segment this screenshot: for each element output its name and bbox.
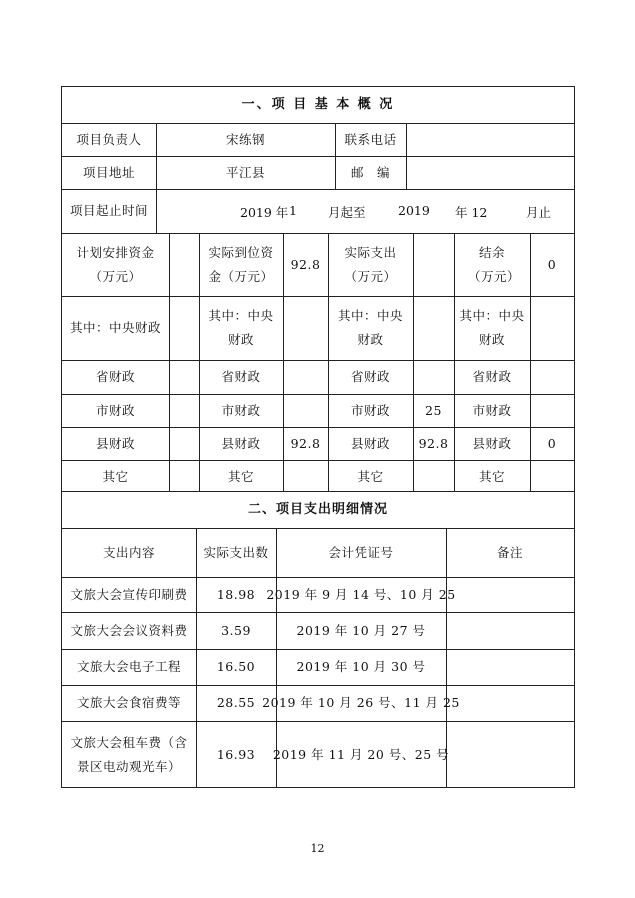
balance-total: 0 xyxy=(547,256,557,272)
funds-row-label-balance: 其中：中央财政 xyxy=(459,308,525,347)
planned-funds-total xyxy=(169,233,199,296)
funds-row-label-balance: 省财政 xyxy=(472,369,512,385)
expense-content: 文旅大会宣传印刷费 xyxy=(70,586,188,602)
voucher-header: 会计凭证号 xyxy=(328,544,394,560)
expense-voucher: 2019 年 10 月 30 号 xyxy=(296,659,426,675)
funds-row-label-received: 县财政 xyxy=(221,435,261,451)
spent-funds-total xyxy=(413,233,454,296)
period-start-year: 2019 年 xyxy=(240,205,289,220)
funds-row-label-balance: 其它 xyxy=(478,468,505,484)
funds-row-planned xyxy=(169,460,199,493)
funds-row-balance xyxy=(530,460,574,493)
expense-content: 文旅大会食宿费等 xyxy=(76,695,181,711)
funds-row-label: 省财政 xyxy=(95,369,135,385)
period-start-suffix: 月起至 xyxy=(328,205,366,220)
funds-row-balance xyxy=(530,296,574,360)
leader-label: 项目负责人 xyxy=(76,131,142,147)
section-1-title: 一、项 目 基 本 概 况 xyxy=(241,96,395,112)
funds-row-spent xyxy=(413,360,454,394)
expense-voucher: 2019 年 10 月 27 号 xyxy=(296,622,426,638)
period-label: 项目起止时间 xyxy=(69,203,148,219)
period-end-suffix: 月止 xyxy=(526,205,552,220)
funds-row-label: 县财政 xyxy=(95,435,135,451)
funds-row-county xyxy=(62,427,574,460)
funds-row-label-balance: 市财政 xyxy=(472,402,512,418)
funds-row-label-spent: 省财政 xyxy=(350,369,390,385)
funds-row-received xyxy=(283,296,328,360)
expense-note xyxy=(446,685,574,721)
expense-content: 文旅大会租车费（含景区电动观光车） xyxy=(70,734,188,774)
page-number: 12 xyxy=(310,842,325,855)
section-2-title: 二、项目支出明细情况 xyxy=(247,501,388,517)
funds-row-label-received: 其中：中央财政 xyxy=(208,308,274,347)
basic-info-table xyxy=(61,86,575,492)
funds-row-planned xyxy=(169,360,199,394)
period-end-year: 2019 xyxy=(398,203,430,218)
expense-amount: 28.55 xyxy=(216,695,256,711)
project-form xyxy=(61,86,575,788)
expense-detail-table xyxy=(61,492,575,788)
funds-row-label: 其中：中央财政 xyxy=(69,320,161,336)
funds-row-received: 92.8 xyxy=(290,435,321,451)
period-start-month: 1 xyxy=(289,203,297,218)
funds-row-balance: 0 xyxy=(547,435,557,451)
address-value: 平江县 xyxy=(225,164,265,180)
funds-row-province xyxy=(62,360,574,394)
funds-row-spent xyxy=(413,460,454,493)
expense-content: 文旅大会电子工程 xyxy=(76,659,181,675)
expense-amount: 3.59 xyxy=(221,622,251,638)
expense-row xyxy=(62,577,574,612)
funds-row-spent: 92.8 xyxy=(418,435,449,451)
received-funds-header: 实际到位资金（万元） xyxy=(208,244,274,284)
period-end-year-unit: 年 12 xyxy=(455,205,488,220)
balance-header: 结余（万元） xyxy=(468,244,521,284)
spent-funds-header: 实际支出（万元） xyxy=(344,244,397,284)
funds-row-label-received: 其它 xyxy=(227,468,254,484)
funds-row-planned xyxy=(169,394,199,427)
planned-funds-header: 计划安排资金（万元） xyxy=(76,244,155,284)
funds-row-spent xyxy=(413,296,454,360)
phone-label: 联系电话 xyxy=(344,131,397,147)
expense-row xyxy=(62,721,574,788)
funds-row-label-spent: 其它 xyxy=(357,468,384,484)
expense-amount: 18.98 xyxy=(216,586,256,602)
funds-row-label-received: 省财政 xyxy=(221,369,261,385)
postcode-value xyxy=(406,156,574,189)
funds-row-spent: 25 xyxy=(425,402,442,418)
postcode-label: 邮 编 xyxy=(350,164,390,180)
funds-row-label-balance: 县财政 xyxy=(472,435,512,451)
funds-row-received xyxy=(283,360,328,394)
expense-note xyxy=(446,721,574,788)
funds-row-balance xyxy=(530,360,574,394)
funds-row-planned xyxy=(169,296,199,360)
expense-amount: 16.93 xyxy=(216,746,256,762)
expense-amount: 16.50 xyxy=(216,659,256,675)
leader-value: 宋练钢 xyxy=(225,131,265,147)
funds-row-label-spent: 其中：中央财政 xyxy=(337,308,403,347)
received-funds-total: 92.8 xyxy=(290,256,321,272)
funds-row-city xyxy=(62,394,574,427)
expense-content: 文旅大会会议资料费 xyxy=(70,622,188,638)
amount-header: 实际支出数 xyxy=(203,544,269,560)
expense-note xyxy=(446,612,574,649)
address-label: 项目地址 xyxy=(82,164,135,180)
expense-voucher: 2019 年 9 月 14 号、10 月 25 xyxy=(266,586,456,602)
funds-row-label-spent: 市财政 xyxy=(350,402,390,418)
expense-voucher: 2019 年 11 月 20 号、25 号 xyxy=(272,746,450,762)
phone-value xyxy=(406,123,574,156)
expense-row xyxy=(62,612,574,649)
expense-note xyxy=(446,577,574,612)
funds-row-label-spent: 县财政 xyxy=(350,435,390,451)
funds-row-label: 市财政 xyxy=(95,402,135,418)
funds-row-central xyxy=(62,296,574,360)
expense-note xyxy=(446,649,574,685)
expense-voucher: 2019 年 10 月 26 号、11 月 25 xyxy=(262,695,460,711)
funds-row-planned xyxy=(169,427,199,460)
funds-row-balance xyxy=(530,394,574,427)
funds-row-label: 其它 xyxy=(102,468,129,484)
content-header: 支出内容 xyxy=(102,544,155,560)
expense-row xyxy=(62,685,574,721)
funds-row-received xyxy=(283,394,328,427)
note-header: 备注 xyxy=(496,544,523,560)
funds-row-received xyxy=(283,460,328,493)
funds-row-other xyxy=(62,460,574,493)
expense-header-row xyxy=(62,528,574,577)
expense-row xyxy=(62,649,574,685)
funds-row-label-received: 市财政 xyxy=(221,402,261,418)
